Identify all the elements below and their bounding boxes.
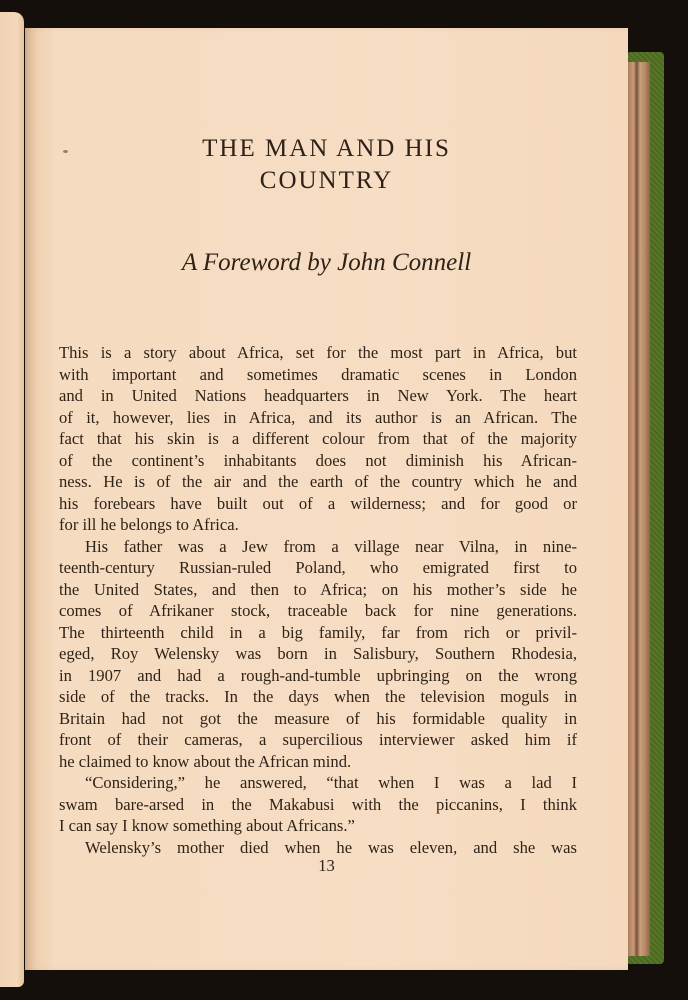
text-line: comes of Afrikaner stock, traceable back for nine generations. bbox=[59, 601, 577, 620]
text-line: fact that his skin is a different colour from that of the majority bbox=[59, 429, 577, 448]
text-line: side of the tracks. In the days when the television moguls in bbox=[59, 687, 577, 706]
text-line: I can say I know something about Africans.” bbox=[59, 816, 355, 835]
text-line: his forebears have built out of a wilderness; and for good or bbox=[59, 493, 577, 513]
text-line: of the continent’s inhabitants does not diminish his African- bbox=[59, 450, 577, 470]
text-line: Welensky’s mother died when he was eleven, and she was bbox=[85, 837, 577, 857]
foreword-subtitle: A Foreword by John Connell bbox=[181, 249, 472, 276]
text-line: in 1907 and had a rough-and-tumble upbringing on the wrong bbox=[59, 665, 577, 685]
text-line: for ill he belongs to Africa. bbox=[59, 515, 239, 534]
text-line: teenth-century Russian-ruled Poland, who emigrated first to bbox=[59, 558, 577, 577]
text-line: front of their cameras, a supercilious interviewer asked him if bbox=[59, 730, 577, 749]
page-number: 13 bbox=[318, 856, 335, 875]
text-line: and in United Nations headquarters in New York. The heart bbox=[59, 386, 577, 405]
text-line: ness. He is of the air and the earth of the country which he and bbox=[59, 472, 577, 491]
text-line: This is a story about Africa, set for the most part in Africa, but bbox=[59, 343, 577, 362]
text-line: His father was a Jew from a village near Vilna, in nine- bbox=[85, 536, 577, 556]
chapter-title-line-2: COUNTRY bbox=[259, 167, 394, 194]
chapter-title-line-1: THE MAN AND HIS bbox=[202, 135, 451, 162]
text-line: “Considering,” he answered, “that when I was a lad I bbox=[85, 773, 577, 792]
text-line: he claimed to know about the African mind. bbox=[59, 751, 352, 771]
book-page bbox=[25, 28, 628, 970]
text-line: with important and sometimes dramatic scenes in London bbox=[59, 364, 577, 384]
text-line: The thirteenth child in a big family, far from rich or privil- bbox=[59, 622, 577, 642]
left-page-edge bbox=[0, 12, 24, 987]
text-line: Britain had not got the measure of his formidable quality in bbox=[59, 708, 577, 728]
text-line: eged, Roy Welensky was born in Salisbury, Southern Rhodesia, bbox=[59, 644, 577, 663]
body-text bbox=[59, 342, 577, 858]
page-block-edges bbox=[628, 62, 650, 956]
text-line: of it, however, lies in Africa, and its author is an African. The bbox=[59, 407, 577, 427]
text-line: the United States, and then to Africa; on his mother’s side he bbox=[59, 579, 577, 599]
text-line: swam bare-arsed in the Makabusi with the piccanins, I think bbox=[59, 794, 577, 814]
